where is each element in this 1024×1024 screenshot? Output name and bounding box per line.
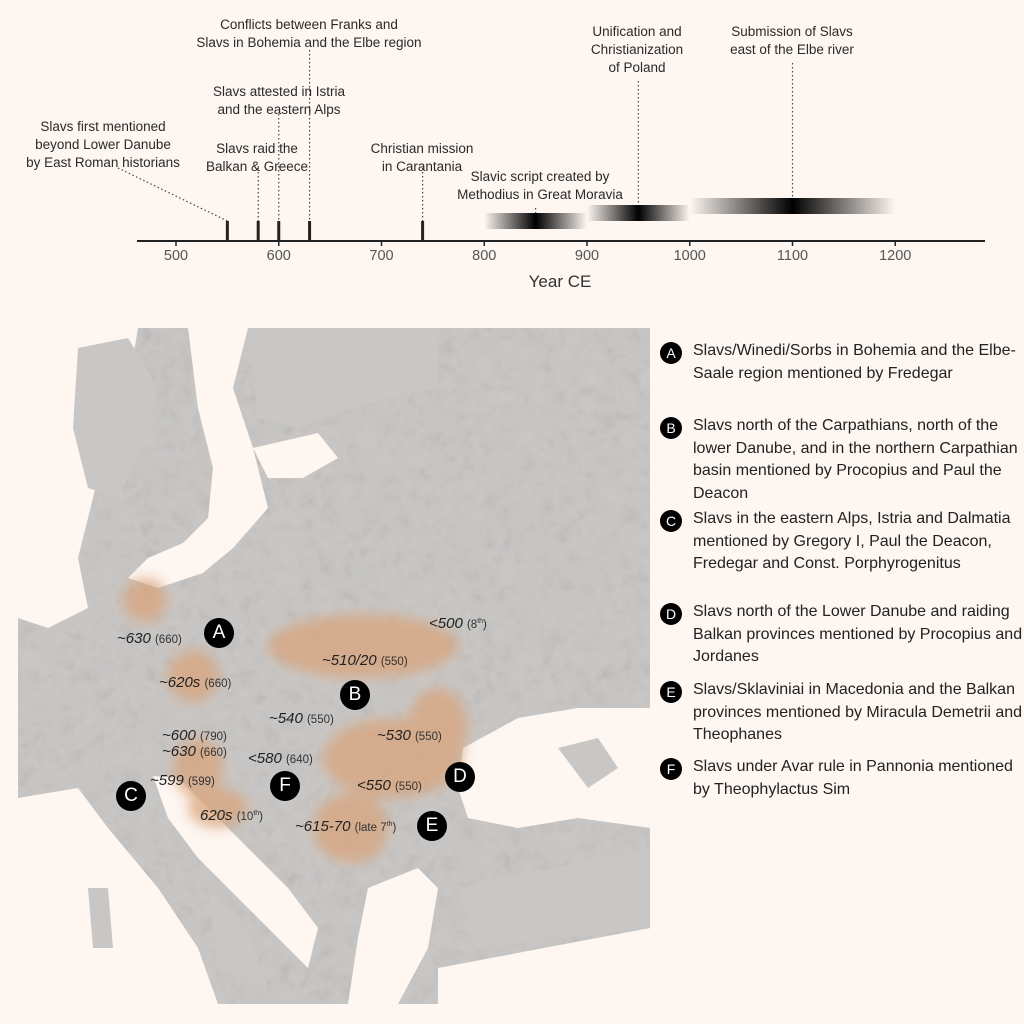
legend-key: D — [660, 603, 682, 625]
date-close: ) — [259, 811, 264, 823]
date-main: ~620s — [159, 674, 201, 691]
date-sub-text: (660) — [199, 747, 227, 759]
region-marker-a: A — [204, 618, 234, 648]
period-label-line: Unification and — [592, 24, 682, 39]
period-bar — [690, 198, 896, 214]
date-sub — [307, 714, 334, 726]
map — [18, 328, 650, 1004]
legend-text: Slavs north of the Lower Danube and raiding Balkan provinces mentioned by Procopius and Jordanes — [693, 603, 1023, 665]
legend-text: Slavs in the eastern Alps, Istria and Dalmatia mentioned by Gregory I, Paul the Deacon, Fredegar and Const. Porphyrogenitus — [693, 510, 1011, 572]
event-label — [206, 140, 308, 176]
period-label — [730, 23, 854, 59]
date-main: ~615-70 — [295, 818, 351, 835]
event-label — [26, 118, 180, 172]
date-sub — [381, 656, 408, 668]
region-marker-f: F — [270, 771, 300, 801]
date-sub-text: (599) — [187, 776, 215, 788]
date-sub — [188, 776, 215, 788]
date-sub-text: (late 7 — [354, 822, 387, 834]
event-label-line: Christian mission — [370, 141, 474, 156]
period-bar — [587, 205, 690, 221]
date-main: ~599 — [150, 772, 184, 789]
date-close: ) — [392, 822, 397, 834]
period-label-line: east of the Elbe river — [730, 42, 854, 57]
date-sub — [467, 619, 487, 631]
event-label-line: beyond Lower Danube — [35, 137, 171, 152]
event-label-line: in Carantania — [381, 159, 463, 174]
event-label-line: by East Roman historians — [26, 155, 180, 170]
legend-text: Slavs north of the Carpathians, north of the lower Danube, and in the northern Carpathian basin mentioned by Procopius and Paul the Deacon — [693, 417, 1018, 502]
event-label-line: Slavs attested in Istria — [212, 84, 346, 99]
tick-label: 500 — [163, 248, 189, 264]
tick-label: 600 — [266, 248, 291, 264]
date-label — [162, 727, 227, 744]
date-label — [162, 743, 227, 760]
period-label-line: Slavic script created by — [470, 169, 610, 184]
date-close: ) — [483, 619, 487, 631]
date-label — [295, 818, 396, 835]
region-marker-b: B — [340, 680, 370, 710]
tick-label: 1100 — [776, 248, 809, 264]
date-main: 620s — [200, 807, 233, 824]
date-main: <550 — [357, 777, 391, 794]
date-sup: th — [253, 810, 260, 818]
period-label — [591, 23, 683, 77]
date-sub-text: (550) — [414, 731, 442, 743]
date-main: ~630 — [117, 630, 151, 647]
legend-key: A — [660, 342, 682, 364]
date-sub-text: (10 — [236, 811, 254, 823]
region-marker-d: D — [445, 762, 475, 792]
date-sub — [200, 747, 227, 759]
event-label — [213, 83, 345, 119]
legend-key: B — [660, 417, 682, 439]
period-label-line: Christianization — [590, 42, 684, 57]
legend-key: F — [660, 758, 682, 780]
legend-text: Slavs/Winedi/Sorbs in Bohemia and the Elbe-Saale region mentioned by Fredegar — [693, 342, 1016, 382]
date-main: ~540 — [269, 710, 303, 727]
date-main: ~630 — [162, 743, 196, 760]
date-label — [269, 710, 334, 727]
date-label — [322, 652, 408, 669]
date-label — [159, 674, 231, 691]
event-label-line: Slavs in Bohemia and the Elbe region — [196, 35, 422, 50]
date-sub — [237, 811, 263, 823]
tick-label: 900 — [574, 248, 600, 264]
date-sub-text: (8 — [466, 619, 478, 631]
event-label-line: and the eastern Alps — [217, 102, 341, 117]
date-sub-text: (550) — [394, 781, 422, 793]
event-label-line: Slavs raid the — [216, 141, 298, 156]
date-sub — [395, 781, 422, 793]
tick-label: 1000 — [673, 248, 706, 264]
date-label — [200, 807, 263, 824]
tick-label: 700 — [369, 248, 394, 264]
legend-key: C — [660, 510, 682, 532]
tick-label: 1200 — [879, 248, 912, 264]
legend-text: Slavs/Sklaviniai in Macedonia and the Balkan provinces mentioned by Miracula Demetrii and Theophanes — [693, 681, 1023, 743]
date-sup: th — [386, 821, 393, 829]
date-main: ~600 — [162, 727, 196, 744]
region-marker-c: C — [116, 781, 146, 811]
date-main: ~510/20 — [322, 652, 377, 669]
legend-text: Slavs under Avar rule in Pannonia mentioned by Theophylactus Sim — [693, 758, 1013, 798]
date-sub — [204, 678, 231, 690]
date-main: <580 — [248, 750, 282, 767]
date-label — [429, 615, 487, 632]
period-label — [457, 168, 623, 204]
date-sub-text: (660) — [154, 634, 182, 646]
date-sub — [155, 634, 182, 646]
date-label — [150, 772, 215, 789]
period-label-line: of Poland — [608, 60, 666, 75]
region-marker-e: E — [417, 811, 447, 841]
legend-key: E — [660, 681, 682, 703]
date-label — [377, 727, 442, 744]
date-sub-text: (550) — [380, 656, 408, 668]
date-label — [357, 777, 422, 794]
date-sub-text: (640) — [285, 754, 313, 766]
date-main: ~530 — [377, 727, 411, 744]
date-sub-text: (790) — [199, 731, 227, 743]
date-sup: th — [477, 618, 484, 626]
axis-title: Year CE — [528, 272, 592, 291]
date-label — [117, 630, 182, 647]
event-label-line: Slavs first mentioned — [40, 119, 166, 134]
tick-label: 800 — [472, 248, 497, 264]
date-sub — [200, 731, 227, 743]
event-label-line: Balkan & Greece — [205, 159, 309, 174]
date-sub-text: (660) — [204, 678, 232, 690]
date-sub — [355, 822, 397, 834]
date-sub-text: (550) — [306, 714, 334, 726]
period-label-line: Methodius in Great Moravia — [457, 187, 623, 202]
date-label — [248, 750, 313, 767]
period-bar — [484, 213, 587, 229]
date-sub — [286, 754, 313, 766]
event-label — [196, 16, 421, 52]
period-label-line: Submission of Slavs — [731, 24, 853, 39]
event-label-line: Conflicts between Franks and — [220, 17, 398, 32]
date-sub — [415, 731, 442, 743]
date-main: <500 — [429, 615, 463, 632]
